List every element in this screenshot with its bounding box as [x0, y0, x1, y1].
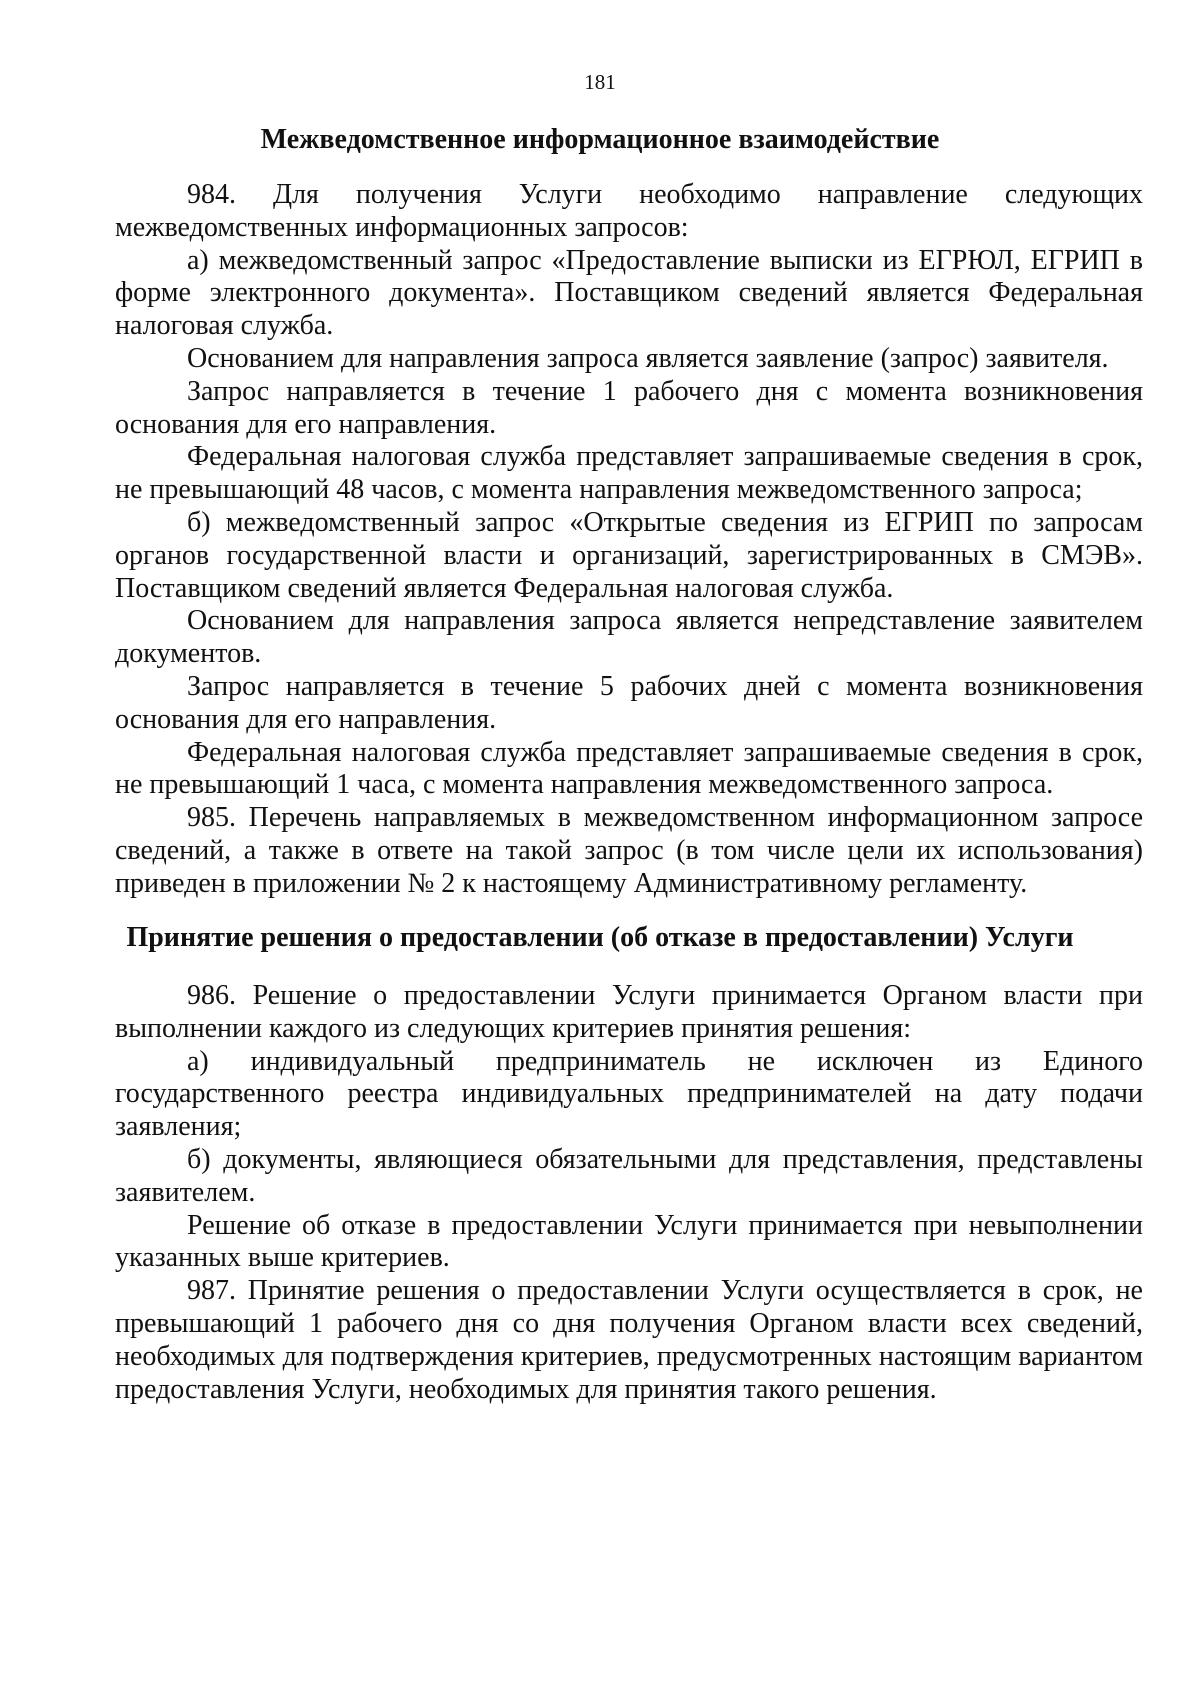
- paragraph: 984. Для получения Услуги необходимо направление следующих межведомственных информационных запросов:: [115, 179, 1143, 243]
- paragraph: 985. Перечень направляемых в межведомственном информационном запросе сведений, а также в ответе на такой запрос (в том числе цели их использования) приведен в приложении № 2 к настоящему Административному регламенту.: [115, 802, 1143, 899]
- page-number: 181: [584, 70, 616, 94]
- paragraph: Федеральная налоговая служба представляет запрашиваемые сведения в срок, не превышающий 48 часов, с момента направления межведомственного запроса;: [115, 441, 1143, 506]
- paragraph: Решение об отказе в предоставлении Услуги принимается при невыполнении указанных выше критериев.: [115, 1209, 1143, 1274]
- paragraph: Основанием для направления запроса является непредставление заявителем документов.: [115, 605, 1143, 670]
- section-heading: Принятие решения о предоставлении (об отказе в предоставлении) Услуги: [126, 922, 1074, 953]
- paragraph: б) документы, являющиеся обязательными для представления, представлены заявителем.: [115, 1143, 1143, 1208]
- paragraph: 987. Принятие решения о предоставлении Услуги осуществляется в срок, не превышающий 1 рабочего дня со дня получения Органом власти всех сведений, необходимых для подтверждения критериев, предусмотренных настоящим вариантом предоставления Услуги, необходимых для принятия такого решения.: [115, 1275, 1143, 1405]
- paragraph: Основанием для направления запроса является заявление (запрос) заявителя.: [187, 342, 1109, 374]
- paragraph: 986. Решение о предоставлении Услуги принимается Органом власти при выполнении каждого из следующих критериев принятия решения:: [115, 980, 1143, 1044]
- paragraph: Запрос направляется в течение 1 рабочего дня с момента возникновения основания для его направления.: [115, 375, 1143, 440]
- paragraph: а) индивидуальный предприниматель не исключен из Единого государственного реестра индивидуальных предпринимателей на дату подачи заявления;: [115, 1045, 1143, 1143]
- section-body: [115, 980, 1143, 1406]
- paragraph: Запрос направляется в течение 5 рабочих дней с момента возникновения основания для его направления.: [115, 670, 1143, 735]
- section-body: [115, 179, 1143, 901]
- paragraph: б) межведомственный запрос «Открытые сведения из ЕГРИП по запросам органов государственной власти и организаций, зарегистрированных в СМЭВ». Поставщиком сведений является Федеральная налоговая служба.: [115, 506, 1143, 604]
- paragraph: а) межведомственный запрос «Предоставление выписки из ЕГРЮЛ, ЕГРИП в форме электронного документа». Поставщиком сведений является Федеральная налоговая служба.: [115, 244, 1143, 342]
- paragraph: Федеральная налоговая служба представляет запрашиваемые сведения в срок, не превышающий 1 часа, с момента направления межведомственного запроса.: [115, 736, 1143, 801]
- section-heading: Межведомственное информационное взаимодействие: [260, 124, 940, 155]
